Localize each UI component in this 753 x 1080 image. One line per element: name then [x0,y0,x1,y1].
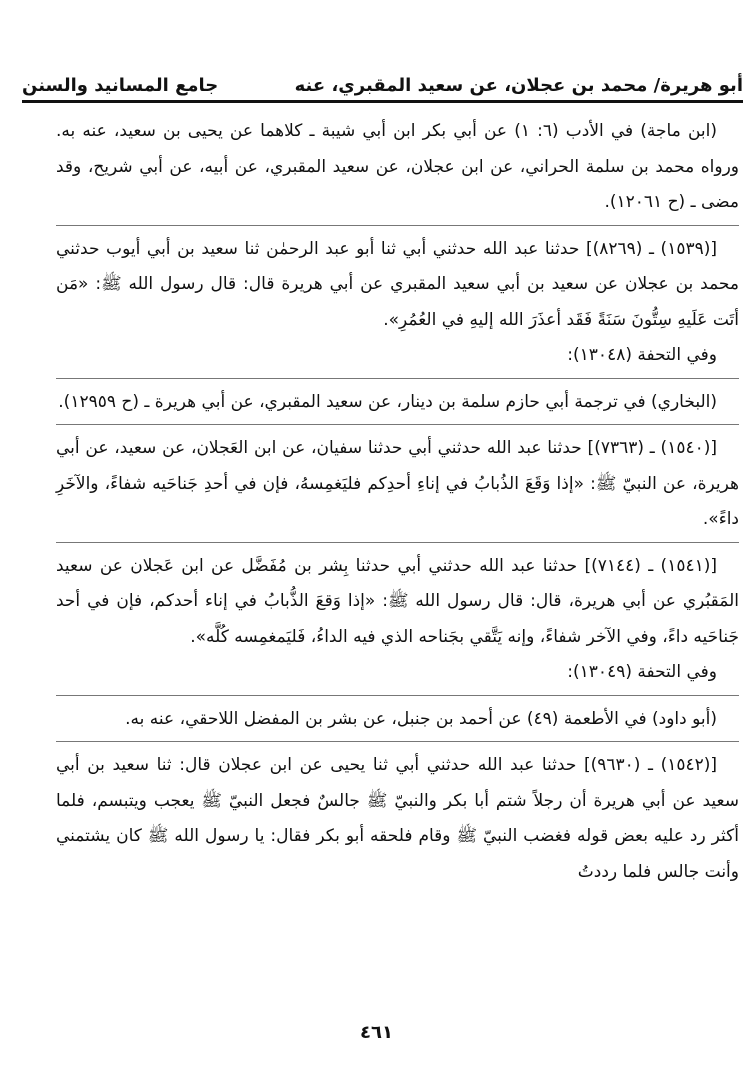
separator-rule [56,741,739,742]
tuhfa-note-13048: وفي التحفة (١٣٠٤٨): [567,345,717,365]
hadith-1540: [(١٥٤٠) ـ (٧٣٦٣)] حدثنا عبد الله حدثني أبي حدثنا سفيان، عن ابن العَجلان، عن سعيد، عن أبي هريرة، عن النبيّ ﷺ: «إذا وَقَعَ الذُبابُ في إناءِ أحدِكم فليَغمِسهُ، فإن في أحدِ جَناحَيه شفاءً، والآخَرِ داءً». [56,438,739,529]
paragraph-bukhari: (البخاري) في ترجمة أبي حازم سلمة بن دينار، عن سعيد المقبري، عن أبي هريرة ـ (ح ١٢٩٥٩). [58,391,717,412]
header-chapter-title: أبو هريرة/ محمد بن عجلان، عن سعيد المقبري، عنه [294,75,743,96]
separator-rule [56,542,739,543]
separator-rule [56,378,739,379]
hadith-1542: [(١٥٤٢) ـ (٩٦٣٠)] حدثنا عبد الله حدثني أبي ثنا يحيى عن ابن عجلان قال: ثنا سعيد بن أبي سعيد عن أبي هريرة أن رجلاً شتم أبا بكر والنبيّ ﷺ جالسٌ فجعل النبيّ ﷺ يعجب ويتبسم، فلما أكثر رد عليه بعض قوله فغضب النبيّ ﷺ وقام فلحقه أبو بكر فقال: يا رسول الله ﷺ كان يشتمني وأنت جالس فلما رددتُ [56,755,739,882]
separator-rule [56,695,739,696]
running-header [22,62,743,96]
page-body [56,114,739,890]
tuhfa-note-13049: وفي التحفة (١٣٠٤٩): [567,662,717,682]
hadith-1539: [(١٥٣٩) ـ (٨٢٦٩)] حدثنا عبد الله حدثني أبي ثنا أبو عبد الرحمٰن ثنا سعيد بن أبي أيوب حدثني محمد بن عجلان عن سعيد بن أبي سعيد المقبري عن أبي هريرة قال: قال رسول الله ﷺ: «مَن أتَت عَلَيهِ سِتُّونَ سَنَةً فَقَد أعذَرَ الله إليهِ في العُمُرِ». [56,238,739,330]
paragraph-abu-dawud: (أبو داود) في الأطعمة (٤٩) عن أحمد بن جنبل، عن بشر بن المفضل اللاحقي، عنه به. [125,708,717,729]
separator-rule [56,225,739,226]
header-rule [22,100,743,103]
paragraph-ibn-majah: (ابن ماجة) في الأدب (٦: ١) عن أبي بكر ابن أبي شيبة ـ كلاهما عن يحيى بن سعيد، عنه به. ورواه محمد بن سلمة الحراني، عن ابن عجلان، عن سعيد المقبري، عن أبيه، عن أبي شريح، وقد مضى ـ (ح ١٢٠٦١). [56,121,739,212]
separator-rule [56,424,739,425]
hadith-1541: [(١٥٤١) ـ (٧١٤٤)] حدثنا عبد الله حدثني أبي حدثنا بِشر بن مُفَضَّل عن ابن عَجلان عن سعيد المَقبُري عن أبي هريرة، قال: قال رسول الله ﷺ: «إذا وَقعَ الذُّبابُ في إناء أحدكم، فإن في أحد جَناحَيه داءً، وفي الآخر شفاءً، وإنه يَتَّقي بجَناحه الذي فيه الداءُ، فَليَمغمِسه كُلَّه». [56,555,739,647]
page-number: ٤٦١ [360,1022,393,1043]
header-book-title: جامع المسانيد والسنن [22,75,219,96]
